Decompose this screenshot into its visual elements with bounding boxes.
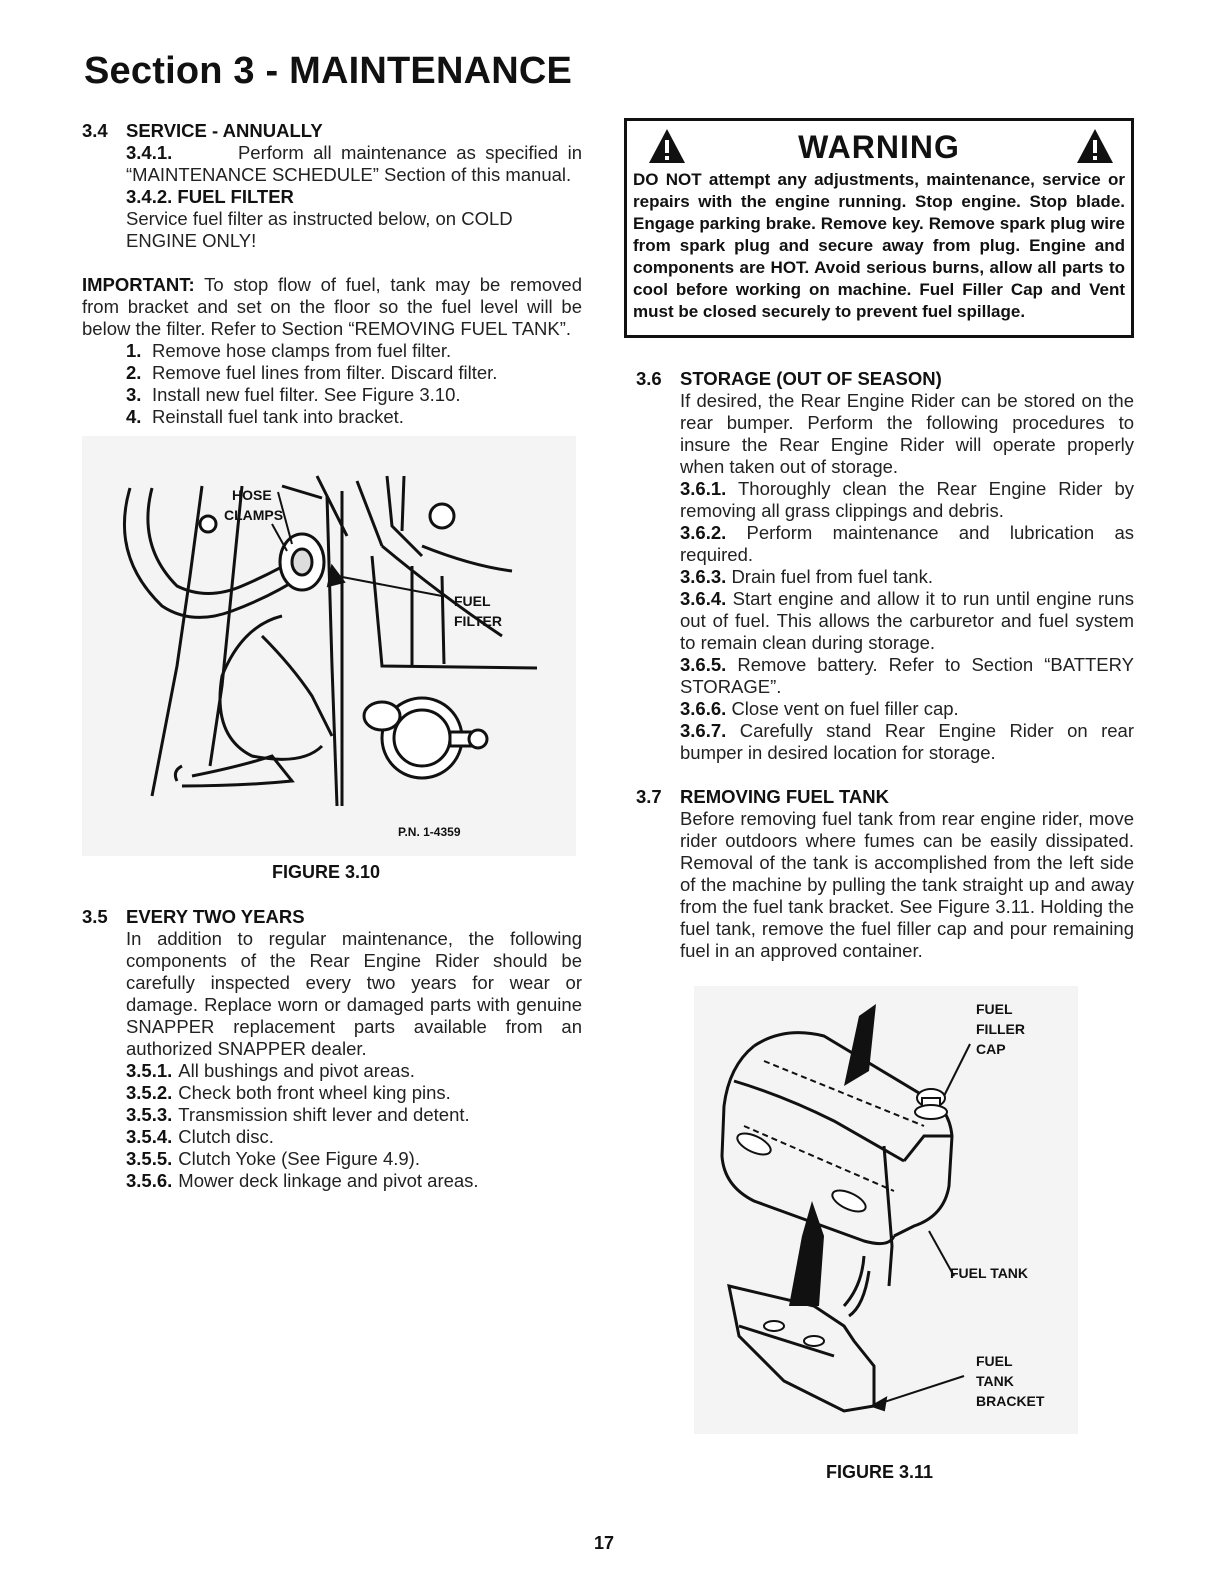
section-3-5-heading: 3.5 EVERY TWO YEARS bbox=[82, 906, 305, 927]
fuel-filter-drawing bbox=[82, 436, 576, 856]
list-item: 3.6.2. Perform maintenance and lubrication as required. bbox=[680, 522, 1134, 565]
fuel-tank-drawing bbox=[694, 986, 1078, 1434]
fuel-tank-bracket-label-line2: TANK bbox=[976, 1373, 1014, 1389]
left-column bbox=[82, 120, 582, 428]
fuel-filter-subheading: 3.4.2. FUEL FILTER bbox=[126, 186, 294, 207]
fuel-filter-text: Service fuel filter as instructed below, on COLD ENGINE ONLY! bbox=[126, 208, 513, 251]
page-title: Section 3 - MAINTENANCE bbox=[84, 50, 573, 92]
item-3-4-1: 3.4.1. Perform all maintenance as specified in “MAINTENANCE SCHEDULE” Section of this manual. bbox=[126, 142, 582, 185]
page-number: 17 bbox=[594, 1533, 615, 1553]
list-item: 3.5.3. Transmission shift lever and detent. bbox=[126, 1104, 470, 1125]
filter-label: FILTER bbox=[454, 613, 502, 629]
hose-label: HOSE bbox=[232, 487, 272, 503]
warning-title: WARNING bbox=[798, 129, 960, 165]
fuel-filler-cap-label-line1: FUEL bbox=[976, 1001, 1013, 1017]
fuel-tank-bracket-label-line3: BRACKET bbox=[976, 1393, 1045, 1409]
fuel-filler-cap-label-line2: FILLER bbox=[976, 1021, 1025, 1037]
list-item: 3.6.5. Remove battery. Refer to Section “BATTERY STORAGE”. bbox=[680, 654, 1134, 697]
step-item: 3. Install new fuel filter. See Figure 3.10. bbox=[126, 384, 461, 405]
section-3-6-heading: 3.6 STORAGE (OUT OF SEASON) bbox=[636, 368, 942, 389]
fuel-filter-steps bbox=[82, 340, 582, 428]
fuel-tank-bracket-label-line1: FUEL bbox=[976, 1353, 1013, 1369]
step-item: 1. Remove hose clamps from fuel filter. bbox=[126, 340, 452, 361]
section-3-5 bbox=[82, 906, 582, 1192]
list-item: 3.5.2. Check both front wheel king pins. bbox=[126, 1082, 451, 1103]
important-note: IMPORTANT: To stop flow of fuel, tank may be removed from bracket and set on the floor so the fuel level will be below the filter. Refer to Section “REMOVING FUEL TANK”. bbox=[82, 274, 582, 339]
figure-3-11-illustration bbox=[694, 986, 1078, 1434]
figure-3-11-caption: FIGURE 3.11 bbox=[826, 1462, 934, 1482]
step-item: 4. Reinstall fuel tank into bracket. bbox=[126, 406, 404, 427]
section-3-6-intro: If desired, the Rear Engine Rider can be stored on the rear bumper. Perform the following procedures to insure the Rear Engine Rider will operate properly when taken out of storage. bbox=[680, 390, 1134, 477]
list-item: 3.6.7. Carefully stand Rear Engine Rider on rear bumper in desired location for storage. bbox=[680, 720, 1134, 763]
list-item: 3.5.5. Clutch Yoke (See Figure 4.9). bbox=[126, 1148, 420, 1169]
list-item: 3.5.6. Mower deck linkage and pivot areas. bbox=[126, 1170, 479, 1191]
list-item: 3.5.1. All bushings and pivot areas. bbox=[126, 1060, 415, 1081]
section-3-5-intro: In addition to regular maintenance, the following components of the Rear Engine Rider should be carefully inspected every two years for wear or damage. Replace worn or damaged parts with genuine SNAPPER replacement parts available from an authorized SNAPPER dealer. bbox=[126, 928, 582, 1059]
fuel-label: FUEL bbox=[454, 593, 491, 609]
part-number-label: P.N. 1-4359 bbox=[398, 825, 461, 839]
fuel-filler-cap-label-line3: CAP bbox=[976, 1041, 1006, 1057]
figure-3-10-illustration bbox=[82, 436, 576, 856]
fuel-tank-label: FUEL TANK bbox=[950, 1265, 1029, 1281]
figure-3-10-caption: FIGURE 3.10 bbox=[272, 862, 381, 882]
list-item: 3.6.4. Start engine and allow it to run until engine runs out of fuel. This allows the carburetor and fuel system to remain clean during storage. bbox=[680, 588, 1135, 653]
section-3-7-heading: 3.7 REMOVING FUEL TANK bbox=[636, 786, 889, 807]
list-item: 3.6.3. Drain fuel from fuel tank. bbox=[680, 566, 933, 587]
warning-triangle-icon bbox=[1075, 127, 1115, 165]
list-item: 3.5.4. Clutch disc. bbox=[126, 1126, 274, 1147]
clamps-label: CLAMPS bbox=[224, 507, 284, 523]
right-column bbox=[636, 368, 1134, 962]
warning-box bbox=[624, 118, 1134, 338]
section-3-4-heading: 3.4 SERVICE - ANNUALLY bbox=[82, 120, 323, 141]
warning-text: DO NOT attempt any adjustments, maintenance, service or repairs with the engine running. Stop engine. Stop blade. Engage parking brake. Remove key. Remove spark plug wire from spark plug and secure away from plug. Engine and components are HOT. Avoid serious burns, allow all parts to cool before working on machine. Fuel Filler Cap and Vent must be closed securely to prevent fuel spillage. bbox=[633, 170, 1125, 321]
section-3-7-text: Before removing fuel tank from rear engine rider, move rider outdoors where fumes can be easily dissipated. Removal of the tank is accomplished from the left side of the machine by pulling the tank straight up and away from the fuel tank bracket. See Figure 3.11. Holding the fuel tank, remove the fuel filler cap and pour remaining fuel in an approved container. bbox=[680, 808, 1134, 961]
list-item: 3.6.6. Close vent on fuel filler cap. bbox=[680, 698, 959, 719]
list-item: 3.6.1. Thoroughly clean the Rear Engine Rider by removing all grass clippings and debris. bbox=[680, 478, 1134, 521]
step-item: 2. Remove fuel lines from filter. Discard filter. bbox=[126, 362, 498, 383]
